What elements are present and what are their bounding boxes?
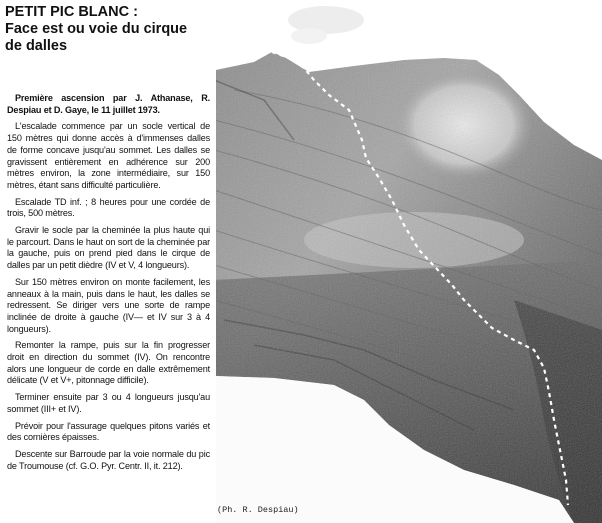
approach-paragraph: Gravir le socle par la cheminée la plus haute qui le parcourt. Dans le haut on sort de la cheminée par la gauche, puis on prend pied dans le cirque de dalles par un petit dièdre (IV et V, 4 longueurs). — [7, 225, 210, 271]
photo-credit: (Ph. R. Despiau) — [217, 505, 299, 515]
gear-paragraph: Prévoir pour l'assurage quelques pitons variés et des cornières épaisses. — [7, 420, 210, 443]
slabs-paragraph: Sur 150 mètres environ on monte facilement, les anneaux à la main, puis dans le haut, les dalles se redressent. Se diriger vers une sorte de rampe inclinée de droite à gauche (IV— et IV sur 3 à 4 longueurs). — [7, 276, 210, 334]
title-line-1: PETIT PIC BLANC : — [5, 4, 138, 20]
descent-paragraph: Descente sur Barroude par la voie normale du pic de Troumouse (cf. G.O. Pyr. Centr. II, it. 212). — [7, 448, 210, 471]
article-title — [5, 4, 220, 55]
grade-paragraph: Escalade TD inf. ; 8 heures pour une cordée de trois, 500 mètres. — [7, 196, 210, 219]
mountain-photo-drawing — [214, 0, 602, 523]
first-ascent-paragraph: Première ascension par J. Athanase, R. Despiau et D. Gaye, le 11 juillet 1973. — [7, 93, 210, 115]
mountain-photo — [214, 0, 602, 523]
title-line-3: de dalles — [5, 38, 68, 54]
route-description-paragraph: L'escalade commence par un socle vertical de 150 mètres qui donne accès à d'immenses dalles de forme concave jusqu'au sommet. Les dalles se gravissent entièrement en adhérence sur 200 mètres environ, la zone intermédiaire, sur 150 mètres, étant sans difficulté particulière. — [7, 121, 210, 190]
title-line-2: Face est ou voie du cirque — [5, 21, 188, 37]
ramp-paragraph: Remonter la rampe, puis sur la fin progresser droit en direction du sommet (IV). On rencontre alors une longueur de corde en dalle extrêmement délicate (V et V+, pitonnage difficile). — [7, 340, 210, 386]
finish-paragraph: Terminer ensuite par 3 ou 4 longueurs jusqu'au sommet (III+ et IV). — [7, 392, 210, 414]
article-body — [7, 93, 210, 477]
